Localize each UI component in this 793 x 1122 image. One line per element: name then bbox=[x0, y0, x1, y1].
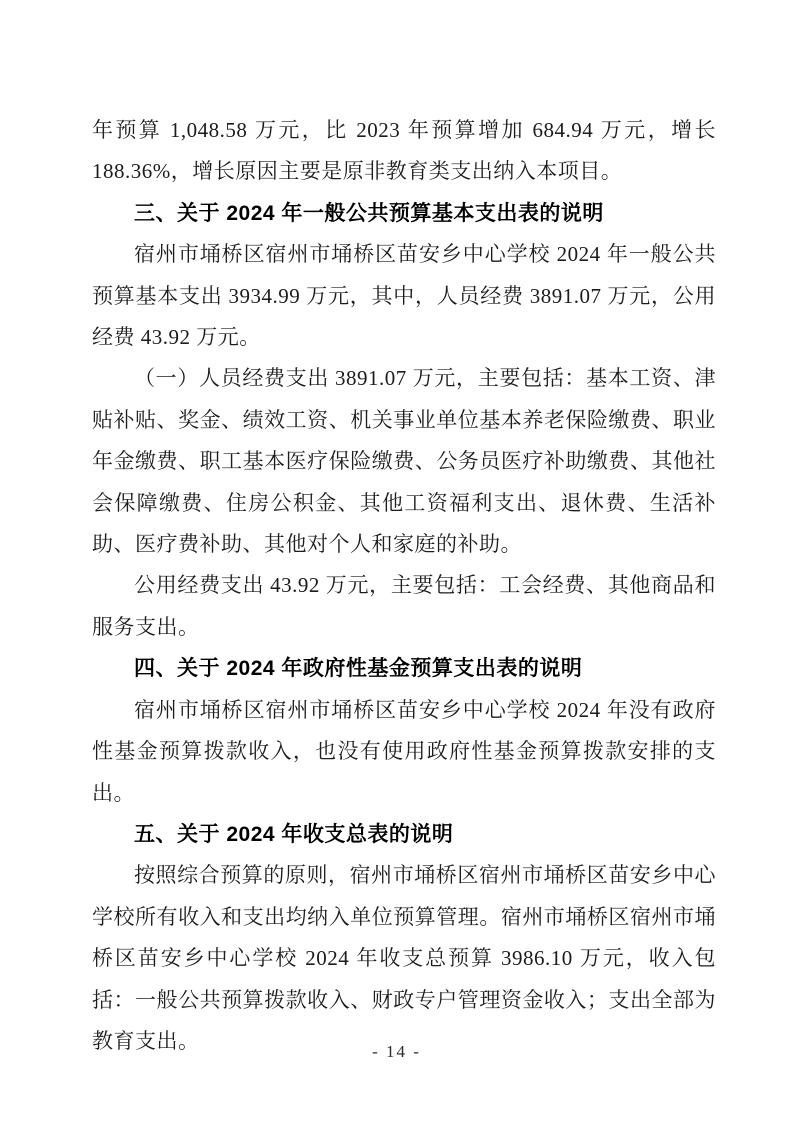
section-heading-basic-expenditure: 三、关于 2024 年一般公共预算基本支出表的说明 bbox=[134, 201, 604, 225]
paragraph-public-funds-detail: 公用经费支出 43.92 万元，主要包括：工会经费、其他商品和服务支出。 bbox=[92, 573, 716, 639]
page-number: - 14 - bbox=[372, 1042, 421, 1061]
paragraph-basic-expenditure-total: 宿州市埇桥区宿州市埇桥区苗安乡中心学校 2024 年一般公共预算基本支出 3934.99 万元，其中，人员经费 3891.07 万元，公用经费 43.92 万元。 bbox=[92, 242, 716, 350]
document-body bbox=[92, 110, 716, 1062]
paragraph-personnel-funds-detail: （一）人员经费支出 3891.07 万元，主要包括：基本工资、津贴补贴、奖金、绩效工资、机关事业单位基本养老保险缴费、职业年金缴费、职工基本医疗保险缴费、公务员医疗补助缴费、其他社会保障缴费、住房公积金、其他工资福利支出、退休费、生活补助、医疗费补助、其他对个人和家庭的补助。 bbox=[92, 366, 716, 557]
section-heading-revenue-expenditure-summary: 五、关于 2024 年收支总表的说明 bbox=[134, 822, 454, 846]
paragraph-budget-increase: 年预算 1,048.58 万元，比 2023 年预算增加 684.94 万元，增长 188.36%，增长原因主要是原非教育类支出纳入本项目。 bbox=[92, 118, 716, 184]
paragraph-revenue-expenditure-detail: 按照综合预算的原则，宿州市埇桥区宿州市埇桥区苗安乡中心学校所有收入和支出均纳入单位预算管理。宿州市埇桥区宿州市埇桥区苗安乡中心学校 2024 年收支总预算 3986.10 万元，收入包括：一般公共预算拨款收入、财政专户管理资金收入；支出全部为教育支出。 bbox=[92, 863, 716, 1053]
section-heading-government-fund: 四、关于 2024 年政府性基金预算支出表的说明 bbox=[134, 657, 583, 681]
paragraph-government-fund-detail: 宿州市埇桥区宿州市埇桥区苗安乡中心学校 2024 年没有政府性基金预算拨款收入，也没有使用政府性基金预算拨款安排的支出。 bbox=[92, 697, 716, 805]
